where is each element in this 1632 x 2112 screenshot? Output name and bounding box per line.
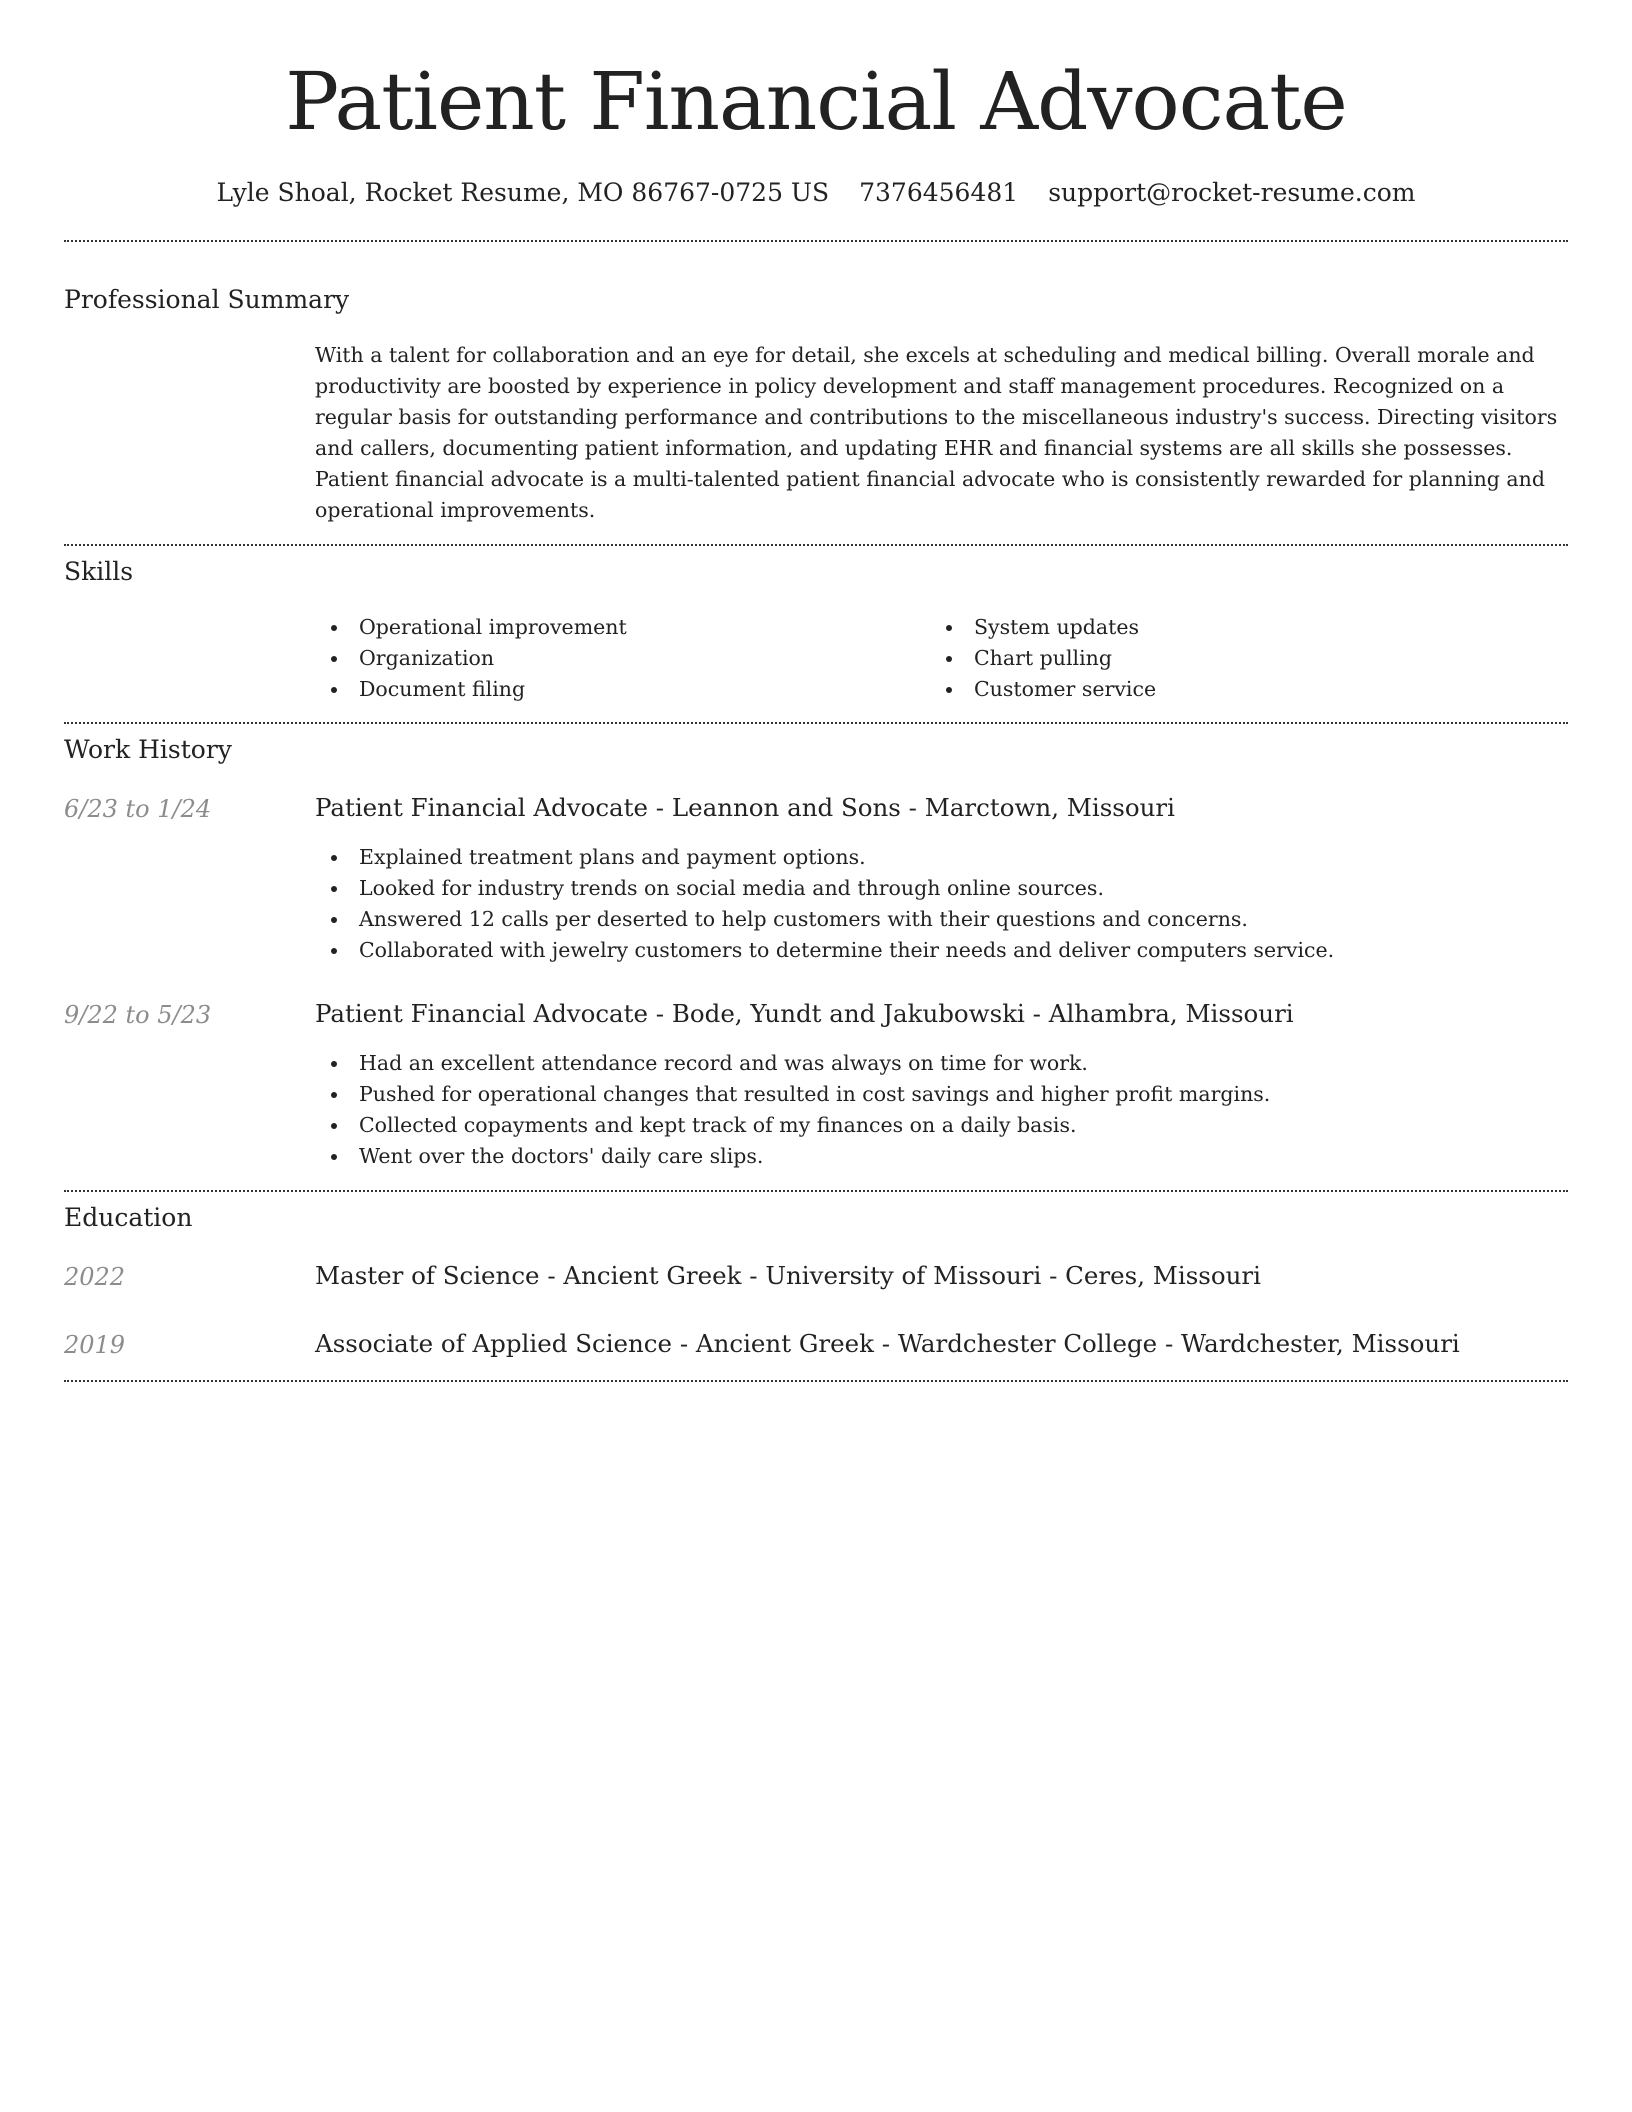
- section-title-skills: Skills: [64, 557, 134, 586]
- skills-list-left: [315, 612, 915, 705]
- education-school: University of Missouri: [765, 1261, 1042, 1290]
- education-heading: [315, 1327, 1460, 1361]
- education-location: Wardchester, Missouri: [1181, 1329, 1460, 1358]
- skills-list-right: [930, 612, 1530, 705]
- job-employer: Leannon and Sons: [671, 793, 901, 822]
- divider: [64, 240, 1568, 242]
- job-bullet: Had an excellent attendance record and was always on time for work.: [315, 1048, 1565, 1079]
- job-role: Patient Financial Advocate: [315, 793, 649, 822]
- divider: [64, 1190, 1568, 1192]
- education-degree: Master of Science: [315, 1261, 540, 1290]
- job-dates: 6/23 to 1/24: [64, 795, 212, 823]
- section-title-summary: Professional Summary: [64, 285, 350, 314]
- job-employer: Bode, Yundt and Jakubowski: [671, 999, 1025, 1028]
- education-school: Wardchester College: [897, 1329, 1158, 1358]
- contact-email: support@rocket-resume.com: [1048, 178, 1416, 207]
- separator: -: [1157, 1329, 1182, 1358]
- separator: -: [648, 793, 672, 822]
- job-bullet: Went over the doctors' daily care slips.: [315, 1141, 1565, 1172]
- separator: -: [539, 1261, 564, 1290]
- job-location: Marctown, Missouri: [924, 793, 1175, 822]
- separator: -: [672, 1329, 696, 1358]
- education-field: Ancient Greek: [695, 1329, 874, 1358]
- job-bullet: Answered 12 calls per deserted to help customers with their questions and concerns.: [315, 904, 1565, 935]
- section-title-work: Work History: [64, 735, 232, 764]
- resume-name: Patient Financial Advocate: [285, 55, 1347, 148]
- skill-item: Customer service: [930, 674, 1530, 705]
- education-year: 2019: [64, 1331, 126, 1359]
- education-year: 2022: [64, 1263, 126, 1291]
- skill-item: Document filing: [315, 674, 915, 705]
- resume-header: [0, 0, 1632, 210]
- divider: [64, 544, 1568, 546]
- skill-item: Organization: [315, 643, 915, 674]
- job-dates: 9/22 to 5/23: [64, 1001, 212, 1029]
- job-bullet: Collected copayments and kept track of my finances on a daily basis.: [315, 1110, 1565, 1141]
- job-bullets: [315, 842, 1565, 966]
- skill-item: System updates: [930, 612, 1530, 643]
- separator: -: [1024, 999, 1049, 1028]
- divider: [64, 722, 1568, 724]
- job-bullets: [315, 1048, 1565, 1172]
- separator: -: [648, 999, 672, 1028]
- separator: -: [741, 1261, 766, 1290]
- job-heading: [315, 997, 1294, 1031]
- job-heading: [315, 791, 1175, 825]
- job-bullet: Explained treatment plans and payment options.: [315, 842, 1565, 873]
- divider: [64, 1380, 1568, 1382]
- section-title-education: Education: [64, 1203, 193, 1232]
- skill-item: Operational improvement: [315, 612, 915, 643]
- job-role: Patient Financial Advocate: [315, 999, 649, 1028]
- education-location: Ceres, Missouri: [1065, 1261, 1261, 1290]
- job-bullet: Pushed for operational changes that resulted in cost savings and higher profit margins.: [315, 1079, 1565, 1110]
- separator: -: [873, 1329, 898, 1358]
- summary-text: With a talent for collaboration and an eye for detail, she excels at scheduling and medical billing. Overall morale and productivity are boosted by experience in policy development and staff management procedures. Recognized on a regular basis for outstanding performance and contributions to the miscellaneous industry's success. Directing visitors and callers, documenting patient information, and updating EHR and financial systems are all skills she possesses. Patient financial advocate is a multi-talented patient financial advocate who is consistently rewarded for planning and operational improvements.: [315, 343, 1558, 522]
- skill-item: Chart pulling: [930, 643, 1530, 674]
- contact-address: Lyle Shoal, Rocket Resume, MO 86767-0725 US: [216, 178, 830, 207]
- contact-phone: 7376456481: [859, 178, 1019, 207]
- separator: -: [1041, 1261, 1066, 1290]
- education-degree: Associate of Applied Science: [315, 1329, 673, 1358]
- separator: -: [900, 793, 925, 822]
- job-bullet: Collaborated with jewelry customers to determine their needs and deliver computers service.: [315, 935, 1565, 966]
- education-heading: [315, 1259, 1261, 1293]
- job-location: Alhambra, Missouri: [1048, 999, 1294, 1028]
- job-bullet: Looked for industry trends on social media and through online sources.: [315, 873, 1565, 904]
- education-field: Ancient Greek: [563, 1261, 742, 1290]
- contact-line: [0, 176, 1632, 210]
